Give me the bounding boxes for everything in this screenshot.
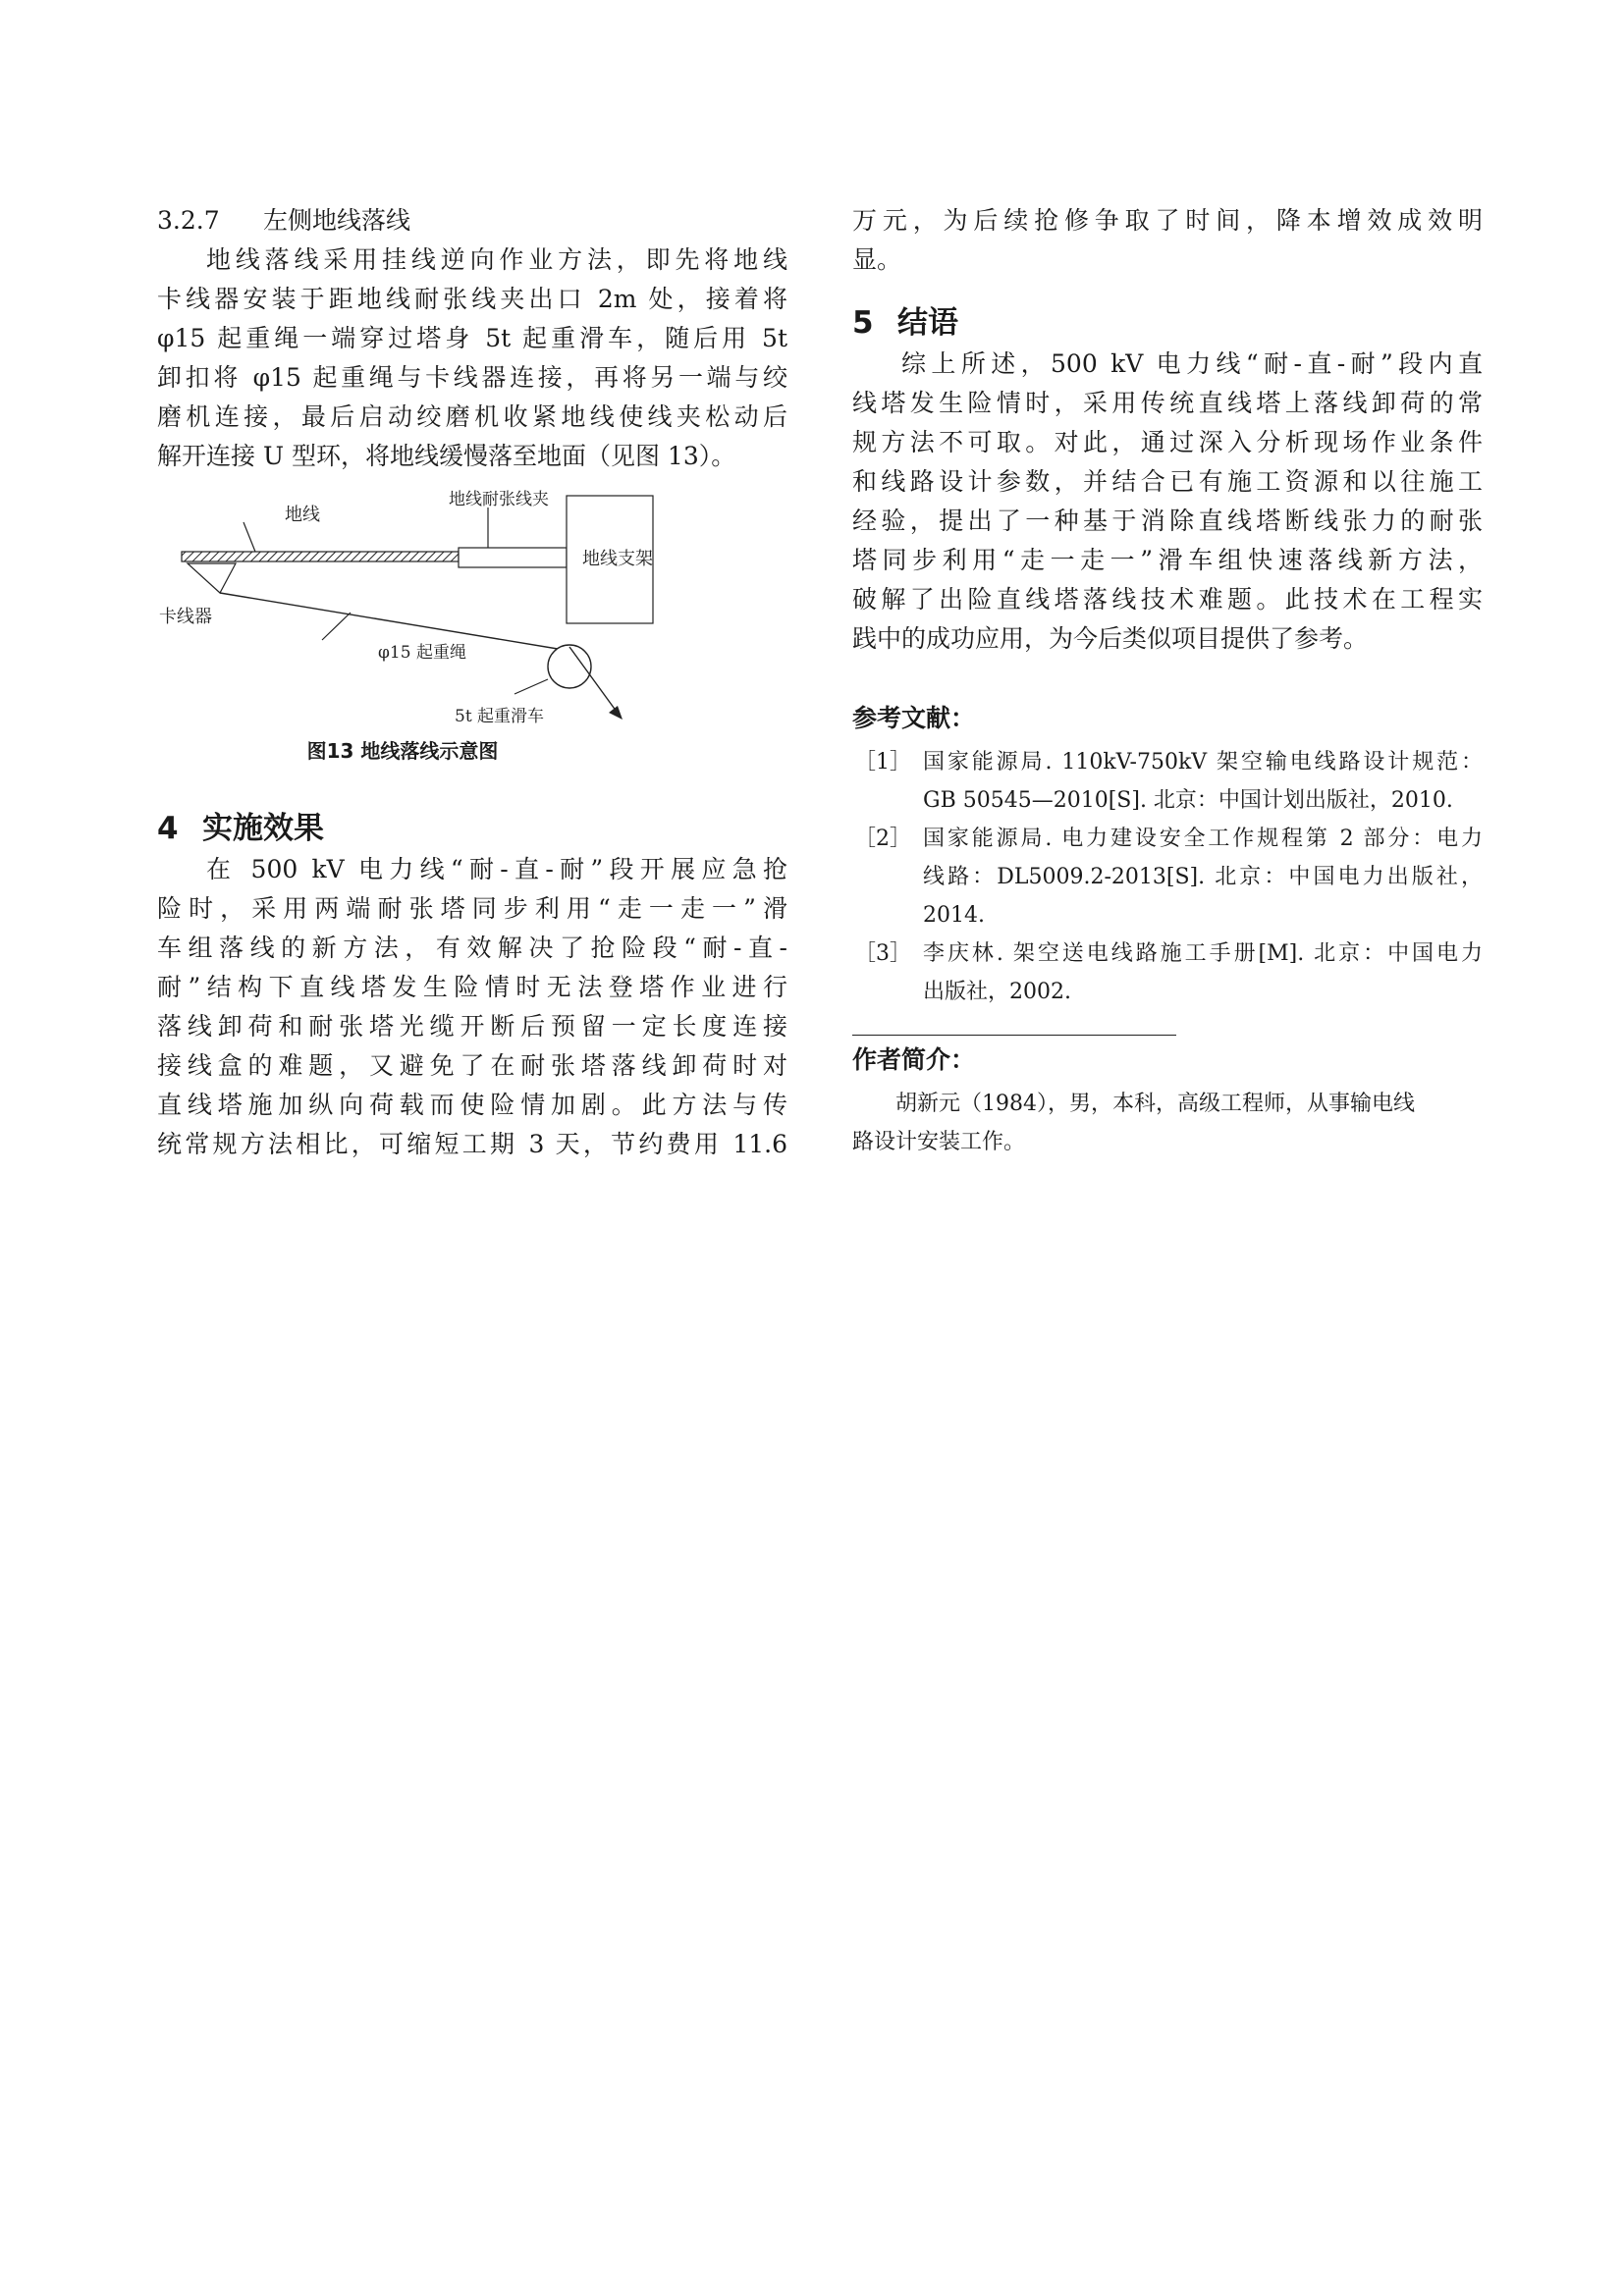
label-bracket: 地线支架 xyxy=(582,549,653,569)
subsection-title: 左侧地线落线 xyxy=(263,206,411,235)
text-line: 综上所述，500 kV 电力线“耐-直-耐”段内直 xyxy=(901,349,1483,378)
label-grip: 卡线器 xyxy=(159,607,212,627)
reference-number: ［2］ xyxy=(854,827,911,851)
ground-wire-shape xyxy=(182,552,459,561)
section-number: 5 xyxy=(852,305,874,341)
label-pulley: 5t 起重滑车 xyxy=(455,707,545,726)
reference-text: 国家能源局. 电力建设安全工作规程第 2 部分：电力 xyxy=(923,827,1483,851)
reference-text: 国家能源局. 110kV-750kV 架空输电线路设计规范： xyxy=(923,750,1483,774)
arrow-head-icon xyxy=(609,706,623,720)
author-text: 路设计安装工作。 xyxy=(852,1130,1026,1154)
section-heading-4 xyxy=(157,807,787,850)
text-line: 统常规方法相比，可缩短工期 3 天，节约费用 11.6 xyxy=(157,1130,787,1158)
text-line: 显。 xyxy=(852,245,902,274)
label-tension-clamp: 地线耐张线夹 xyxy=(449,490,549,509)
text-line: 地线落线采用挂线逆向作业方法，即先将地线 xyxy=(206,245,787,274)
text-line: 磨机连接，最后启动绞磨机收紧地线使线夹松动后 xyxy=(157,402,787,431)
grip-shape xyxy=(188,563,236,593)
text-line: 和线路设计参数，并结合已有施工资源和以往施工 xyxy=(852,467,1483,496)
text-line: 直线塔施加纵向荷载而使险情加剧。此方法与传 xyxy=(157,1091,787,1119)
reference-item xyxy=(852,934,1483,1011)
references-list xyxy=(852,743,1483,1011)
text-line: 践中的成功应用，为今后类似项目提供了参考。 xyxy=(852,624,1369,653)
text-line: 解开连接 U 型环，将地线缓慢落至地面（见图 13）。 xyxy=(157,442,736,470)
reference-text: 线路：DL5009.2-2013[S]. 北京：中国电力出版社， xyxy=(923,865,1483,889)
text-line: 耐”结构下直线塔发生险情时无法登塔作业进行 xyxy=(157,973,787,1001)
author-heading: 作者简介： xyxy=(852,1045,976,1074)
paragraph-conclusion xyxy=(852,345,1483,659)
text-line: 塔同步利用“走一走一”滑车组快速落线新方法， xyxy=(852,546,1483,574)
reference-item xyxy=(852,820,1483,934)
paragraph-continuation xyxy=(852,201,1483,280)
text-line: 规方法不可取。对此，通过深入分析现场作业条件 xyxy=(852,428,1483,456)
paragraph-ground-wire-lowering xyxy=(157,240,787,476)
subsection-number: 3.2.7 xyxy=(157,206,220,235)
text-line: φ15 起重绳一端穿过塔身 5t 起重滑车，随后用 5t xyxy=(157,324,787,352)
label-rope: φ15 起重绳 xyxy=(378,643,466,663)
text-line: 落线卸荷和耐张塔光缆开断后预留一定长度连接 xyxy=(157,1012,787,1041)
text-line: 接线盒的难题，又避免了在耐张塔落线卸荷时对 xyxy=(157,1051,787,1080)
section-title: 结语 xyxy=(897,305,958,341)
text-line: 卸扣将 φ15 起重绳与卡线器连接，再将另一端与绞 xyxy=(157,363,787,392)
references-heading: 参考文献： xyxy=(852,704,976,732)
section-title: 实施效果 xyxy=(202,811,324,846)
text-line: 卡线器安装于距地线耐张线夹出口 2m 处，接着将 xyxy=(157,285,787,313)
left-column xyxy=(157,201,787,1164)
right-column xyxy=(852,201,1483,1161)
text-line: 在 500 kV 电力线“耐-直-耐”段开展应急抢 xyxy=(206,855,787,883)
section-heading-5 xyxy=(852,301,1483,345)
text-line: 车组落线的新方法，有效解决了抢险段“耐-直- xyxy=(157,934,787,962)
text-line: 破解了出险直线塔落线技术难题。此技术在工程实 xyxy=(852,585,1483,614)
tension-clamp-shape xyxy=(459,548,567,567)
section-number: 4 xyxy=(157,811,179,846)
reference-text: 2014. xyxy=(923,903,985,928)
subsection-heading-3-2-7 xyxy=(157,201,787,240)
reference-text: 出版社，2002. xyxy=(923,980,1071,1004)
paragraph-implementation-effect xyxy=(157,850,787,1164)
text-line: 经验，提出了一种基于消除直线塔断线张力的耐张 xyxy=(852,507,1483,535)
reference-item xyxy=(852,743,1483,820)
text-line: 险时，采用两端耐张塔同步利用“走一走一”滑 xyxy=(157,894,787,923)
reference-text: GB 50545—2010[S]. 北京：中国计划出版社，2010. xyxy=(923,788,1453,813)
figure-13 xyxy=(157,488,787,768)
label-ground-wire: 地线 xyxy=(285,505,320,525)
text-line: 万元，为后续抢修争取了时间，降本增效成效明 xyxy=(852,206,1483,235)
ground-wire-diagram xyxy=(157,488,787,728)
figure-caption: 图13 地线落线示意图 xyxy=(306,739,499,763)
reference-number: ［1］ xyxy=(854,750,911,774)
author-text: 胡新元（1984），男，本科，高级工程师，从事输电线 xyxy=(895,1092,1415,1116)
author-bio xyxy=(852,1085,1483,1161)
reference-number: ［3］ xyxy=(854,941,911,966)
separator-line xyxy=(852,1035,1176,1036)
reference-text: 李庆林. 架空送电线路施工手册[M]. 北京：中国电力 xyxy=(923,941,1483,966)
text-line: 线塔发生险情时，采用传统直线塔上落线卸荷的常 xyxy=(852,389,1483,417)
rope-line xyxy=(220,593,564,650)
